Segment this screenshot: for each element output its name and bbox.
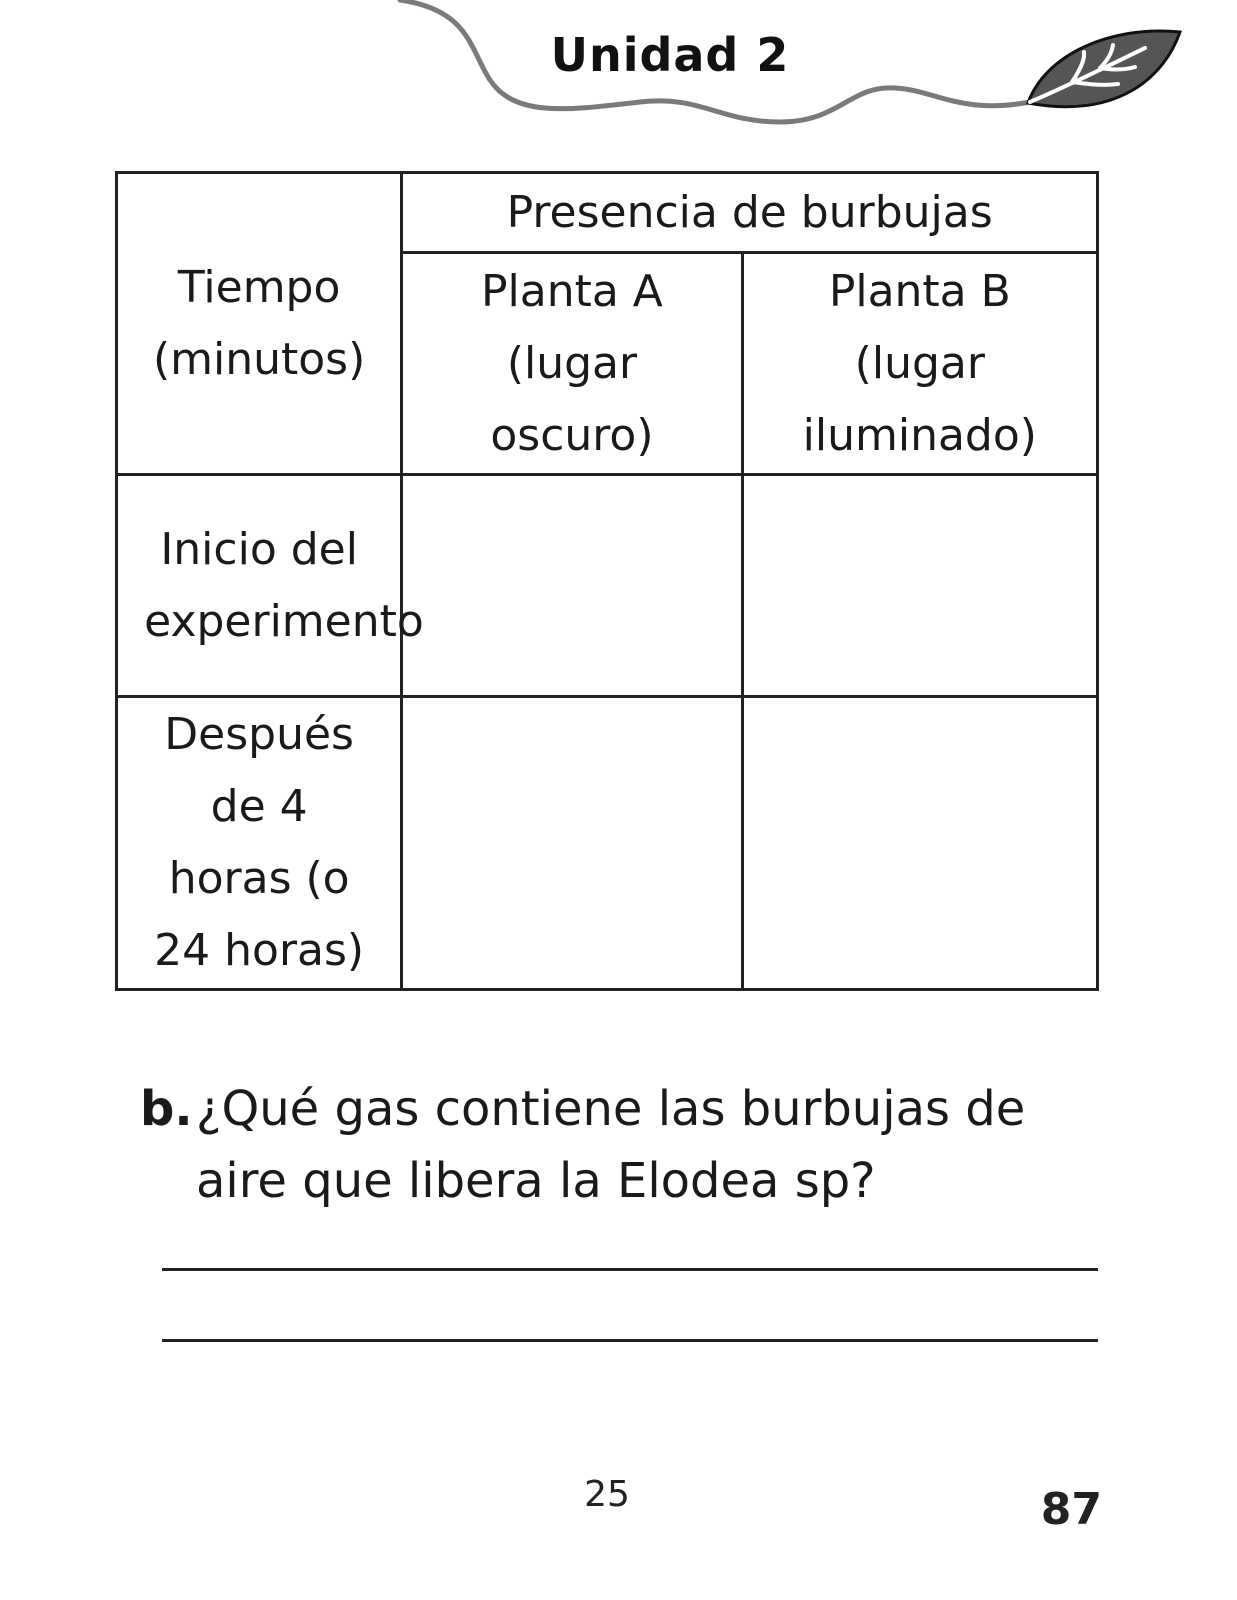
row-label: Después de 4 horas (o 24 horas) — [154, 709, 365, 976]
row-label-cell — [117, 697, 402, 990]
bubbles-table — [115, 171, 1099, 991]
answer-line[interactable] — [162, 1268, 1098, 1271]
table-row — [117, 475, 1098, 697]
answer-cell-plant-b[interactable] — [742, 475, 1097, 697]
answer-cell-plant-a[interactable] — [402, 475, 742, 697]
table-row — [117, 697, 1098, 990]
page-number-center: 25 — [584, 1474, 630, 1515]
question-letter: b. — [140, 1081, 193, 1137]
unit-title: Unidad 2 — [550, 28, 790, 82]
question-text: ¿Qué gas contiene las burbujas de aire que libera la Elodea sp? — [196, 1081, 1026, 1209]
header-group-label: Presencia de burbujas — [506, 186, 993, 238]
table-header-row-1 — [117, 173, 1098, 253]
answer-cell-plant-a[interactable] — [402, 697, 742, 990]
header-cell-plant-a — [402, 253, 742, 475]
page-number-right: 87 — [1040, 1484, 1102, 1535]
row-label: Inicio del experimento — [144, 523, 424, 647]
leaf-icon — [1028, 31, 1180, 107]
header-time-label: Tiempo (minutos) — [152, 261, 366, 385]
row-label-cell — [117, 475, 424, 697]
answer-cell-plant-b[interactable] — [742, 697, 1097, 990]
header-cell-time — [117, 173, 402, 475]
header-plant-b-label: Planta B (lugar iluminado) — [802, 265, 1037, 461]
answer-line[interactable] — [162, 1339, 1098, 1342]
header-cell-group — [402, 173, 1098, 253]
header-cell-plant-b — [742, 253, 1097, 475]
header-plant-a-label: Planta A (lugar oscuro) — [480, 265, 663, 461]
